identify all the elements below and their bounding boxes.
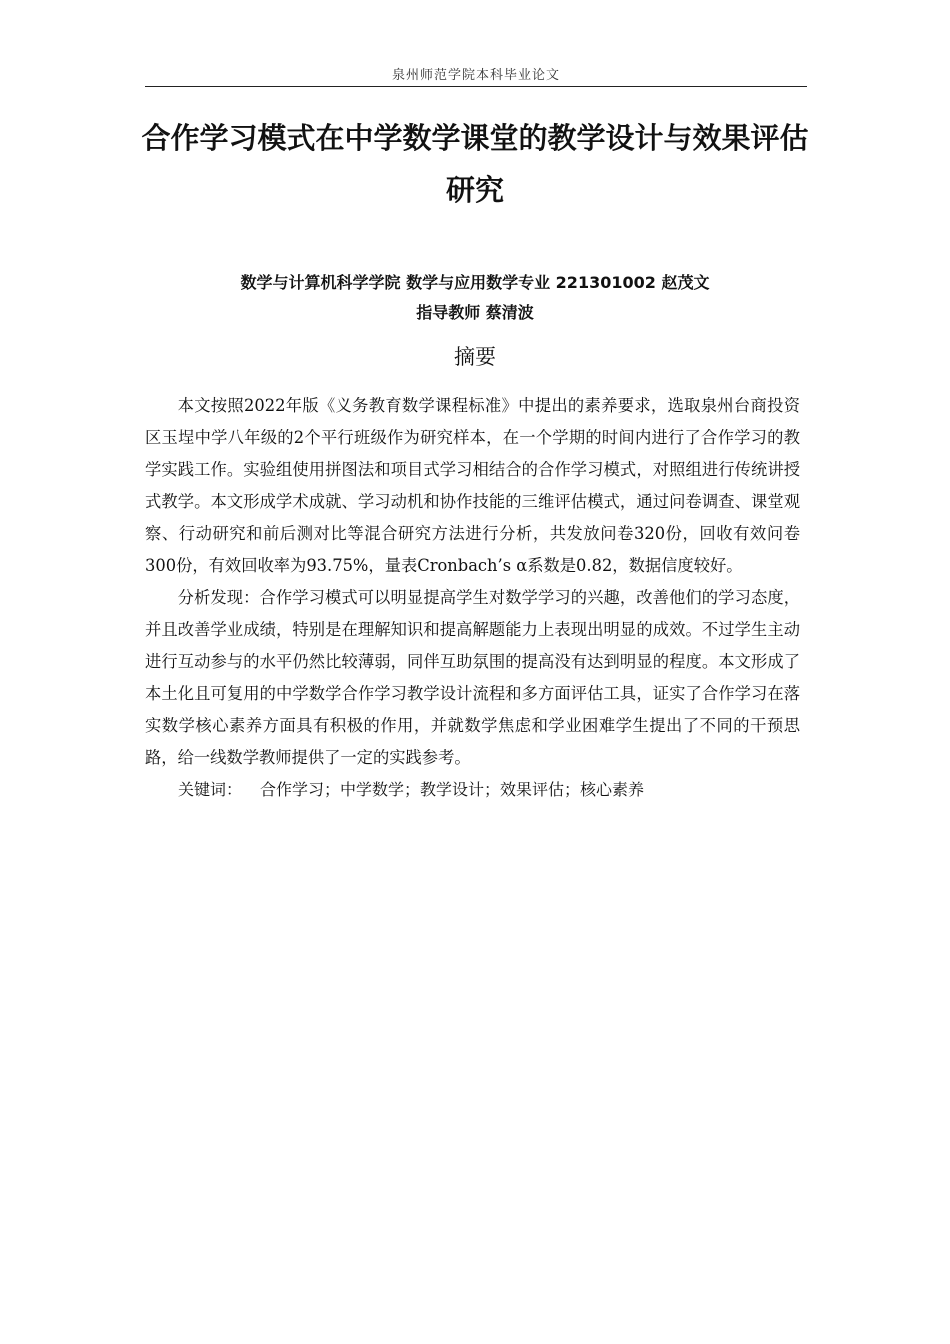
keywords-list: 合作学习；中学数学；教学设计；效果评估；核心素养 xyxy=(260,780,645,799)
abstract-body xyxy=(145,390,800,806)
paper-title-line-1: 合作学习模式在中学数学课堂的教学设计与效果评估 xyxy=(141,121,809,155)
abstract-heading: 摘要 xyxy=(454,345,496,369)
running-header: 泉州师范学院本科毕业论文 xyxy=(391,68,560,83)
abstract-paragraph-1: 本文按照2022年版《义务教育数学课程标准》中提出的素养要求，选取泉州台商投资区玉埕中学八年级的2个平行班级作为研究样本，在一个学期的时间内进行了合作学习的教学实践工作。实验组使用拼图法和项目式学习相结合的合作学习模式，对照组进行传统讲授式教学。本文形成学术成就、学习动机和协作技能的三维评估模式，通过问卷调查、课堂观察、行动研究和前后测对比等混合研究方法进行分析，共发放问卷320份，回收有效问卷300份，有效回收率为93.75%，量表Cronbach’s α系数是0.82，数据信度较好。 xyxy=(145,396,800,575)
advisor-line: 指导教师 蔡清波 xyxy=(416,303,534,322)
author-line: 数学与计算机科学学院 数学与应用数学专业 221301002 赵茂文 xyxy=(240,273,710,292)
keywords-label: 关键词： xyxy=(178,780,243,799)
keywords-line xyxy=(145,774,800,806)
abstract-paragraph-2: 分析发现：合作学习模式可以明显提高学生对数学学习的兴趣，改善他们的学习态度，并且改善学业成绩，特别是在理解知识和提高解题能力上表现出明显的成效。不过学生主动进行互动参与的水平仍然比较薄弱，同伴互助氛围的提高没有达到明显的程度。本文形成了本土化且可复用的中学数学合作学习教学设计流程和多方面评估工具，证实了合作学习在落实数学核心素养方面具有积极的作用，并就数学焦虑和学业困难学生提出了不同的干预思路，给一线数学教师提供了一定的实践参考。 xyxy=(145,588,800,767)
paper-title-line-2: 研究 xyxy=(445,173,504,207)
header-rule xyxy=(145,86,807,87)
paper-title xyxy=(120,112,830,216)
author-block xyxy=(120,268,830,328)
